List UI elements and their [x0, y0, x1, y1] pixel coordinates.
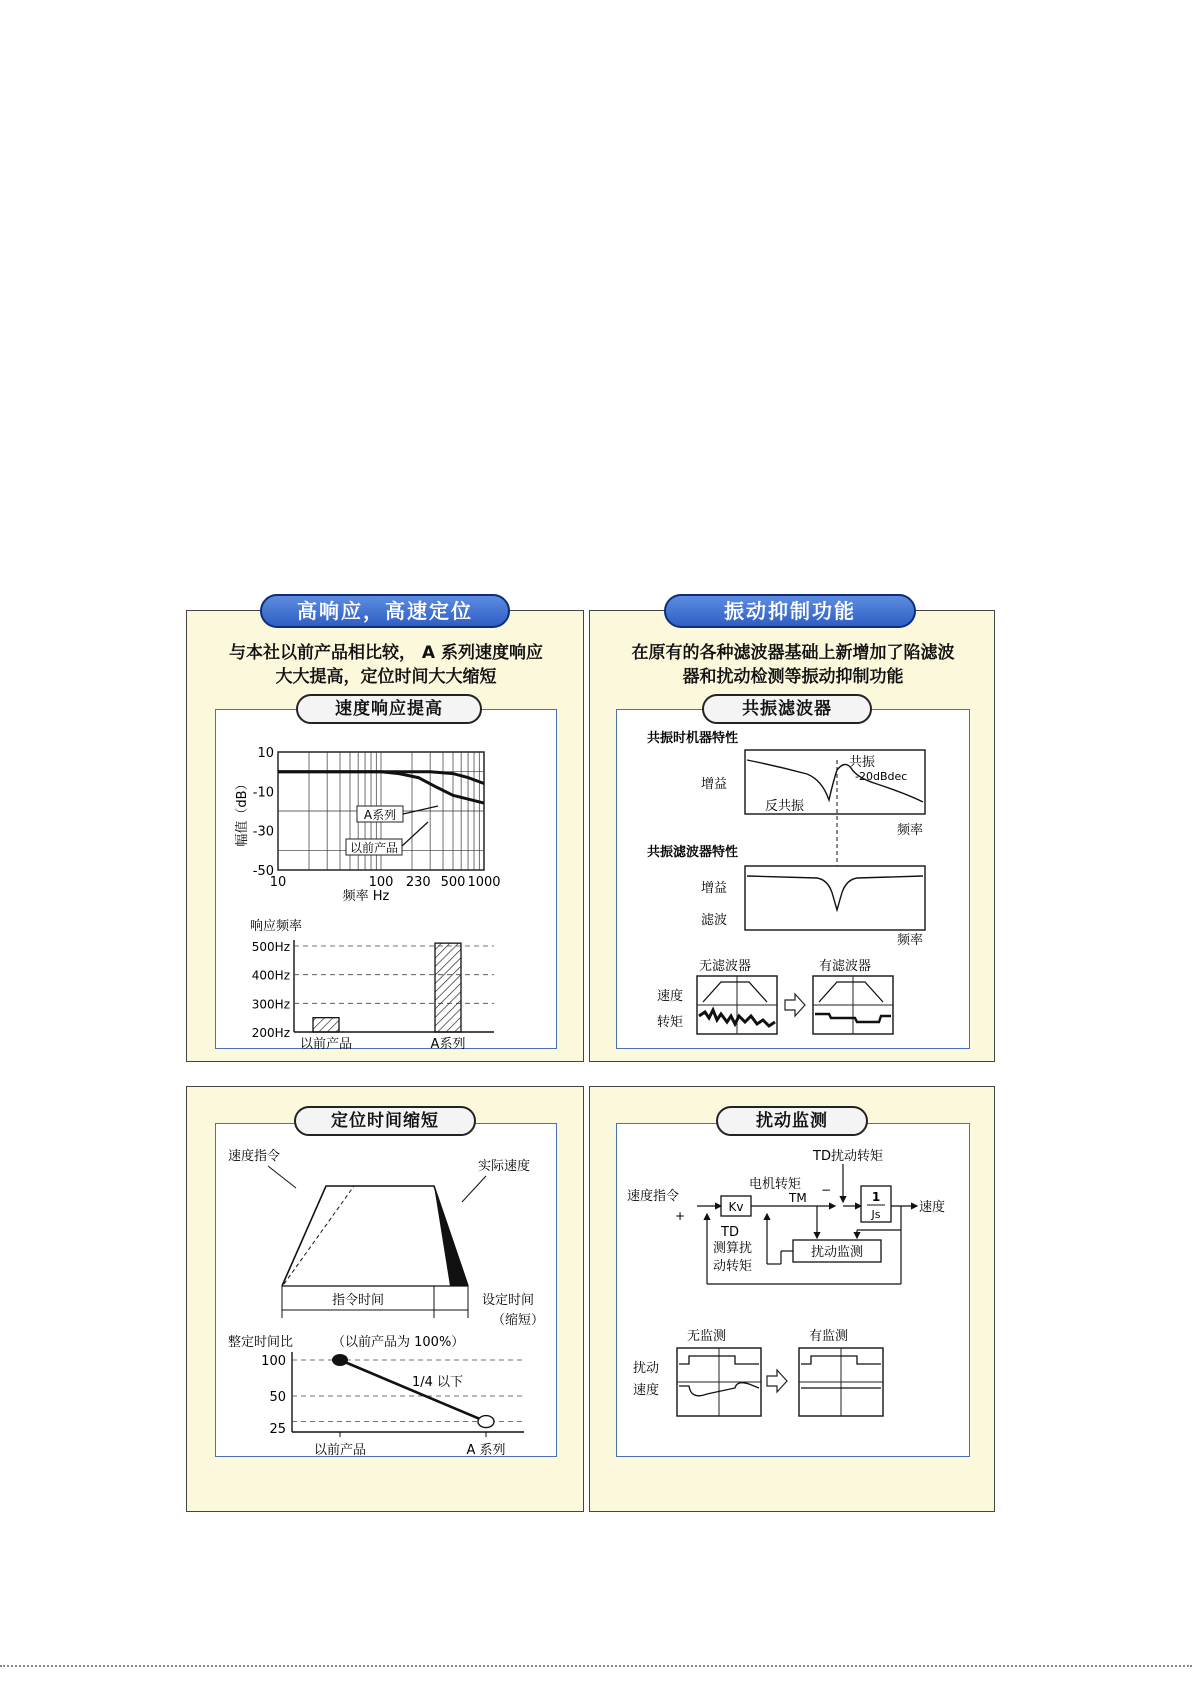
no-filter-label: 无滤波器 — [699, 959, 752, 974]
resonance-filter-box — [616, 709, 970, 1049]
settle-time-label: 设定时间 — [482, 1293, 535, 1308]
curve-label-a-series — [357, 806, 403, 822]
kv-block: Kv — [728, 1200, 744, 1214]
previous-note: （以前产品为 100%） — [332, 1335, 465, 1350]
tab-speed-response: 速度响应提高 — [296, 694, 482, 724]
y-tick-label: -50 — [252, 864, 274, 879]
x-tick-label: 10 — [269, 875, 287, 890]
y-tick-label: -30 — [252, 824, 274, 840]
vibration-description: 在原有的各种滤波器基础上新增加了陷滤波 器和扰动检测等振动抑制功能 — [631, 643, 955, 687]
speed-scope-label: 速度 — [633, 1383, 660, 1398]
bar-y-tick-label: 400Hz — [251, 968, 290, 983]
with-monitor-label: 有监测 — [809, 1329, 849, 1344]
tab-resonance-filter: 共振滤波器 — [702, 694, 872, 724]
bar-y-tick-label: 500Hz — [251, 940, 290, 954]
bar-1 — [435, 943, 461, 1032]
with-filter-label: 有滤波器 — [819, 959, 872, 974]
bar-chart-title: 响应频率 — [250, 919, 303, 934]
svg-text:A系列: A系列 — [363, 808, 397, 822]
ratio-y-tick-label: 100 — [261, 1354, 286, 1369]
pill-high-response: 高响应，高速定位 — [260, 594, 510, 628]
resonance-filter-diagram — [617, 710, 971, 1050]
ratio-point-previous — [332, 1354, 348, 1366]
speed-command-input-label: 速度指令 — [627, 1189, 680, 1204]
resonance-label: 共振 — [849, 755, 876, 770]
ratio-title: 整定时间比 — [228, 1335, 294, 1350]
speed-command-label: 速度指令 — [228, 1149, 281, 1164]
ratio-line — [340, 1360, 486, 1422]
minus-sign: − — [821, 1183, 832, 1197]
disturbance-block-diagram — [617, 1124, 971, 1458]
speed-output-label: 速度 — [919, 1200, 946, 1215]
tab-disturbance: 扰动监测 — [716, 1106, 868, 1136]
plus-sign: + — [675, 1209, 686, 1223]
disturbance-label: 扰动 — [633, 1361, 660, 1376]
speed-response-box — [215, 709, 557, 1049]
x-axis-label: 频率 Hz — [342, 889, 390, 904]
tab-positioning: 定位时间缩短 — [294, 1106, 476, 1136]
td-estimate-label: TD — [721, 1225, 739, 1240]
tm-label: TM — [789, 1191, 807, 1205]
panel-vibration — [589, 610, 995, 1062]
integrator-denominator: Js — [871, 1208, 881, 1221]
x-tick-label: 230 — [405, 875, 431, 890]
anti-resonance-label: 反共振 — [765, 799, 805, 814]
motor-torque-label: 电机转矩 — [749, 1177, 802, 1192]
gain-label-2: 增益 — [701, 881, 728, 896]
speed-response-chart — [216, 710, 558, 1050]
y-axis-label: 幅值（dB） — [235, 777, 250, 847]
ratio-y-tick-label: 50 — [269, 1390, 286, 1405]
gain-label-1: 增益 — [701, 777, 728, 792]
filter-char-title: 共振滤波器特性 — [647, 845, 739, 860]
bar-category-label: A系列 — [430, 1037, 466, 1050]
bar-y-tick-label: 200Hz — [251, 1026, 290, 1040]
panel-high-response — [186, 610, 584, 1062]
positioning-diagram — [216, 1124, 558, 1458]
x-tick-label: 100 — [368, 875, 394, 890]
slope-label: -20dBdec — [855, 770, 908, 783]
no-monitor-label: 无监测 — [687, 1329, 727, 1344]
speed-label: 速度 — [657, 989, 684, 1004]
estimated-label-2: 动转矩 — [713, 1259, 753, 1274]
bar-0 — [313, 1018, 339, 1032]
ratio-point-a-series — [478, 1416, 494, 1428]
y-tick-label: 10 — [257, 746, 274, 761]
freq-label-1: 频率 — [897, 823, 924, 838]
ratio-y-tick-label: 25 — [269, 1422, 286, 1437]
positioning-box — [215, 1123, 557, 1457]
x-tick-label: 500 — [440, 875, 466, 890]
ratio-category-label: 以前产品 — [313, 1443, 367, 1458]
machine-char-title: 共振时机器特性 — [647, 731, 739, 746]
page-footer-dotted-line — [0, 1665, 1192, 1667]
monitor-block: 扰动监测 — [810, 1245, 864, 1260]
disturbance-box — [616, 1123, 970, 1457]
curve-label-previous — [346, 839, 402, 855]
pill-vibration: 振动抑制功能 — [664, 594, 916, 628]
y-tick-label: -10 — [252, 785, 274, 801]
bar-category-label: 以前产品 — [299, 1037, 353, 1050]
quarter-label: 1/4 以下 — [412, 1375, 464, 1390]
ratio-category-label: A 系列 — [466, 1443, 506, 1458]
panel-positioning — [186, 1086, 584, 1512]
torque-label: 转矩 — [657, 1015, 684, 1030]
filter-label: 滤波 — [701, 913, 728, 928]
td-torque-label: TD扰动转矩 — [813, 1149, 883, 1164]
actual-speed-label: 实际速度 — [478, 1159, 531, 1174]
shortened-label: （缩短） — [492, 1313, 545, 1328]
x-tick-label: 1000 — [467, 875, 501, 890]
high-response-description: 与本社以前产品相比较， A 系列速度响应 大大提高，定位时间大大缩短 — [229, 643, 543, 687]
freq-label-2: 频率 — [897, 933, 924, 948]
bar-y-tick-label: 300Hz — [251, 997, 290, 1012]
panel-disturbance — [589, 1086, 995, 1512]
estimated-label-1: 测算扰 — [713, 1241, 753, 1256]
command-time-label: 指令时间 — [331, 1293, 385, 1308]
integrator-numerator: 1 — [871, 1190, 881, 1204]
svg-text:以前产品: 以前产品 — [349, 841, 399, 855]
